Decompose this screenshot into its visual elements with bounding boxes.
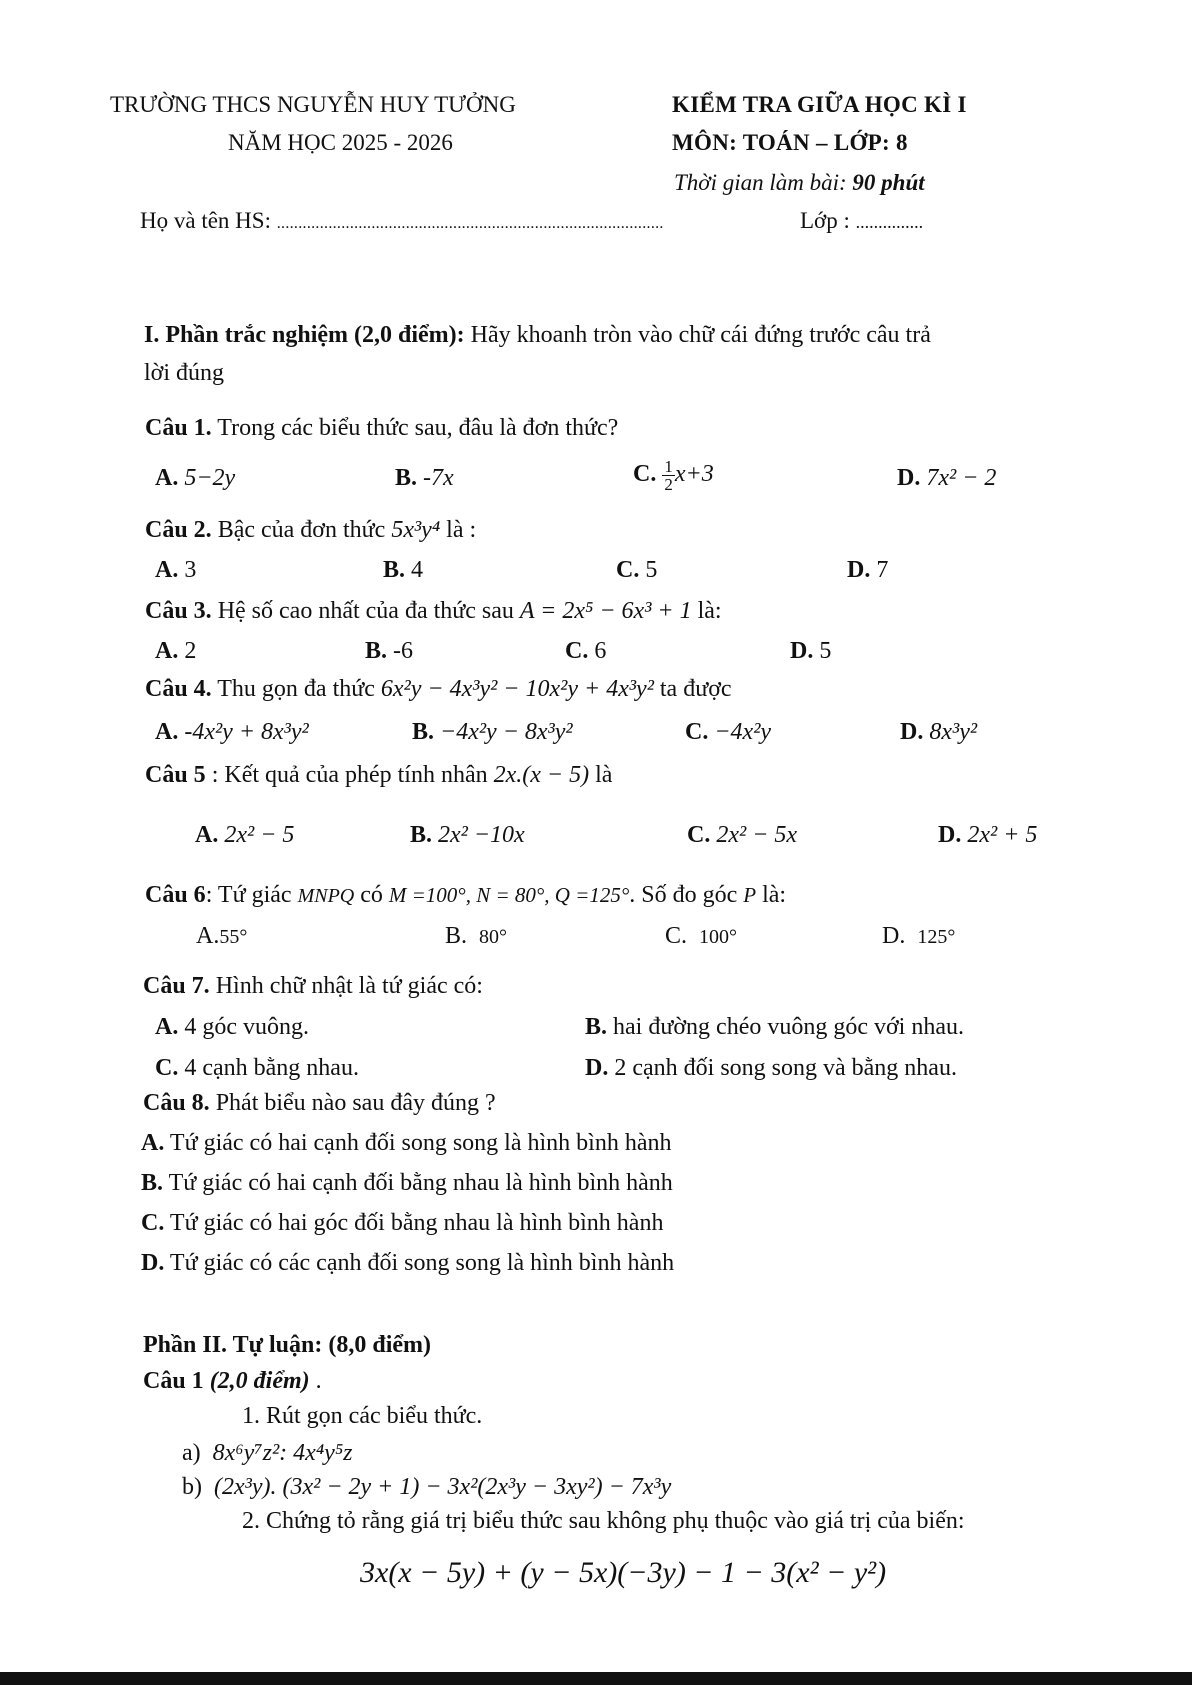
part2-item-a — [182, 1440, 353, 1467]
part1-heading — [144, 322, 931, 349]
part2-title: Phần II. Tự luận: (8,0 điểm) — [143, 1332, 432, 1358]
q2-option-a[interactable] — [155, 557, 196, 584]
option-text: 2 cạnh đối song song và bằng nhau. — [608, 1055, 957, 1081]
option-text: 2x² − 5x — [716, 822, 798, 848]
q8-option-b[interactable] — [141, 1170, 673, 1197]
letter: D. — [585, 1055, 609, 1081]
q4-option-a[interactable] — [155, 719, 309, 746]
q1-option-b[interactable] — [395, 465, 454, 492]
time-line — [674, 170, 925, 196]
q7-label: Câu 7. — [143, 973, 210, 999]
q4-expr: 6x²y − 4x³y² − 10x²y + 4x³y² — [380, 676, 654, 702]
question-7 — [143, 973, 483, 1000]
q5-option-c[interactable] — [687, 822, 797, 849]
class-line — [800, 208, 923, 234]
q8-option-d[interactable] — [141, 1250, 674, 1277]
q5-label: Câu 5 — [145, 762, 206, 788]
letter: B. — [141, 1170, 164, 1196]
c1-dot: . — [309, 1368, 322, 1394]
part2-item-2: 2. Chứng tỏ rằng giá trị biểu thức sau không phụ thuộc vào giá trị của biến: — [242, 1508, 965, 1534]
q2-expr: 5x³y⁴ — [391, 517, 441, 543]
q7-option-b[interactable] — [585, 1014, 964, 1041]
q8-text: Phát biểu nào sau đây đúng ? — [209, 1090, 496, 1116]
class-label: Lớp : — [800, 208, 856, 233]
q6-angle-p: P — [743, 883, 757, 907]
letter: D. — [141, 1250, 165, 1276]
letter: C. — [665, 923, 688, 949]
q6-shape: MNPQ — [297, 885, 355, 907]
option-text: 4 — [411, 557, 424, 583]
q7-option-d[interactable] — [585, 1055, 957, 1082]
option-text: 3 — [184, 557, 197, 583]
item-a-label: a) — [182, 1440, 201, 1466]
item-b-label: b) — [182, 1474, 202, 1500]
part1-instruction-cont: lời đúng — [144, 360, 225, 386]
name-dots: .......................................................................................... — [276, 215, 664, 232]
q5-text-end: là — [589, 762, 613, 788]
q3-expr: A = 2x⁵ − 6x³ + 1 — [519, 598, 692, 624]
letter: C. — [141, 1210, 165, 1236]
name-label: Họ và tên HS: — [140, 208, 277, 233]
fraction — [662, 458, 675, 493]
q8-option-a[interactable] — [141, 1130, 671, 1157]
option-text: 6 — [594, 638, 607, 664]
letter: A. — [141, 1130, 165, 1156]
option-text: 125° — [917, 926, 956, 948]
time-label: Thời gian làm bài: — [674, 170, 853, 195]
q3-option-d[interactable] — [790, 638, 831, 665]
option-text: 5 — [819, 638, 832, 664]
q2-option-c[interactable] — [616, 557, 657, 584]
question-5 — [145, 762, 612, 789]
question-1 — [145, 415, 618, 442]
letter: A. — [155, 557, 179, 583]
option-text: 55° — [219, 926, 248, 948]
q6-option-d[interactable] — [882, 923, 955, 950]
q4-text: Thu gọn đa thức — [211, 676, 381, 702]
option-text: Tứ giác có các cạnh đối song song là hình bình hành — [164, 1250, 675, 1276]
letter: B. — [410, 822, 433, 848]
option-text: x+3 — [674, 461, 714, 488]
option-text: −4x²y − 8x³y² — [440, 719, 573, 745]
final-expr-text: 3x(x − 5y) + (y − 5x)(−3y) − 1 − 3(x² − y²) — [360, 1556, 887, 1589]
letter: B. — [412, 719, 435, 745]
q5-text: : Kết quả của phép tính nhân — [205, 762, 494, 788]
letter: A. — [155, 1014, 179, 1040]
option-text: 2x² −10x — [438, 822, 525, 848]
q2-option-b[interactable] — [383, 557, 423, 584]
letter: D. — [790, 638, 814, 664]
q4-option-d[interactable] — [900, 719, 977, 746]
option-text: 80° — [479, 926, 508, 948]
numerator: 1 — [664, 457, 673, 476]
denominator: 2 — [664, 475, 673, 494]
q4-text-end: ta được — [653, 676, 732, 702]
letter: C. — [687, 822, 711, 848]
letter: C. — [685, 719, 709, 745]
option-text: hai đường chéo vuông góc với nhau. — [607, 1014, 965, 1040]
q6-text-mid: có — [354, 882, 389, 908]
q6-option-b[interactable] — [445, 923, 507, 950]
school-year: NĂM HỌC 2025 - 2026 — [228, 130, 453, 155]
letter: D. — [847, 557, 871, 583]
q6-label: Câu 6 — [145, 882, 206, 908]
q3-text: Hệ số cao nhất của đa thức sau — [211, 598, 520, 624]
part1-title: I. Phần trắc nghiệm (2,0 điểm): — [144, 322, 465, 348]
c1-label: Câu 1 — [143, 1368, 204, 1394]
q2-option-d[interactable] — [847, 557, 888, 584]
option-text: 2x² + 5 — [967, 822, 1038, 848]
scan-edge-bar — [0, 1672, 1192, 1685]
q5-option-b[interactable] — [410, 822, 525, 849]
q1-option-c[interactable] — [633, 458, 714, 493]
letter: B. — [365, 638, 388, 664]
q3-option-a[interactable] — [155, 638, 196, 665]
q4-option-b[interactable] — [412, 719, 573, 746]
q6-text: : Tứ giác — [205, 882, 298, 908]
part2-item-1: 1. Rút gọn các biểu thức. — [242, 1403, 483, 1429]
option-text: 4 góc vuông. — [178, 1014, 309, 1040]
letter: A. — [155, 638, 179, 664]
option-text: −4x²y — [714, 719, 772, 745]
letter: C. — [616, 557, 640, 583]
question-6 — [145, 882, 786, 909]
subject-line: MÔN: TOÁN – LỚP: 8 — [672, 130, 908, 155]
letter: A. — [195, 822, 219, 848]
time-value: 90 phút — [852, 170, 925, 195]
q8-option-c[interactable] — [141, 1210, 663, 1237]
class-dots: ............... — [855, 212, 924, 232]
q4-label: Câu 4. — [145, 676, 212, 702]
exam-title: KIỂM TRA GIỮA HỌC KÌ I — [672, 92, 967, 117]
q3-option-c[interactable] — [565, 638, 606, 665]
letter: D. — [897, 465, 921, 491]
q5-option-a[interactable] — [195, 822, 294, 849]
q3-option-b[interactable] — [365, 638, 413, 665]
letter: A. — [155, 719, 179, 745]
option-text: 7 — [876, 557, 889, 583]
option-text: 5 — [645, 557, 658, 583]
q1-text: Trong các biểu thức sau, đâu là đơn thức? — [211, 415, 619, 441]
q7-text: Hình chữ nhật là tứ giác có: — [209, 973, 483, 999]
option-text: Tứ giác có hai cạnh đối song song là hình bình hành — [164, 1130, 672, 1156]
q3-text-end: là: — [691, 598, 722, 624]
q5-expr: 2x.(x − 5) — [493, 762, 590, 788]
question-8 — [143, 1090, 496, 1117]
q4-option-c[interactable] — [685, 719, 771, 746]
option-text: 7x² − 2 — [926, 465, 997, 491]
question-2 — [145, 517, 476, 544]
part2-question-1 — [143, 1368, 322, 1395]
school-name: TRƯỜNG THCS NGUYỄN HUY TƯỞNG — [110, 92, 516, 117]
q1-option-d[interactable] — [897, 465, 996, 492]
letter: D. — [900, 719, 924, 745]
item-a-expr: 8x⁶y⁷z²: 4x⁴y⁵z — [212, 1440, 353, 1466]
q1-label: Câu 1. — [145, 415, 212, 441]
option-text: 5−2y — [184, 465, 236, 491]
option-text: -4x²y + 8x³y² — [184, 719, 309, 745]
q2-text: Bậc của đơn thức — [211, 517, 392, 543]
letter: C. — [633, 461, 657, 488]
q3-label: Câu 3. — [145, 598, 212, 624]
q6-text-post: . Số đo góc — [629, 882, 744, 908]
q6-text-end: là: — [756, 882, 787, 908]
option-text: 2x² − 5 — [224, 822, 295, 848]
option-text: 100° — [699, 926, 738, 948]
option-text: -6 — [393, 638, 414, 664]
letter: D. — [938, 822, 962, 848]
letter: B. — [585, 1014, 608, 1040]
q7-option-c[interactable] — [155, 1055, 359, 1082]
letter: C. — [565, 638, 589, 664]
option-text: -7x — [423, 465, 454, 491]
q6-option-a[interactable] — [196, 923, 247, 950]
option-text: Tứ giác có hai cạnh đối bằng nhau là hình bình hành — [163, 1170, 673, 1196]
option-text: 8x³y² — [929, 719, 978, 745]
q2-text-end: là : — [440, 517, 477, 543]
question-3 — [145, 598, 722, 625]
part1-instruction: Hãy khoanh tròn vào chữ cái đứng trước câu trả — [464, 322, 931, 348]
letter: B. — [445, 923, 468, 949]
letter: D. — [882, 923, 906, 949]
part2-item-b — [182, 1474, 671, 1501]
c1-points: (2,0 điểm) — [203, 1368, 310, 1394]
student-name-line — [140, 208, 664, 234]
option-text: 4 cạnh bằng nhau. — [178, 1055, 359, 1081]
question-4 — [145, 676, 732, 703]
q5-option-d[interactable] — [938, 822, 1037, 849]
q7-option-a[interactable] — [155, 1014, 309, 1041]
final-expression — [360, 1556, 886, 1590]
option-text: Tứ giác có hai góc đối bằng nhau là hình bình hành — [164, 1210, 664, 1236]
letter: A. — [155, 465, 179, 491]
letter: B. — [395, 465, 418, 491]
q8-label: Câu 8. — [143, 1090, 210, 1116]
q6-option-c[interactable] — [665, 923, 737, 950]
q2-label: Câu 2. — [145, 517, 212, 543]
option-text: 2 — [184, 638, 197, 664]
letter: B. — [383, 557, 406, 583]
item-b-expr: (2x³y). (3x² − 2y + 1) − 3x²(2x³y − 3xy²) − 7x³y — [214, 1474, 672, 1500]
q1-option-a[interactable] — [155, 465, 235, 492]
letter: C. — [155, 1055, 179, 1081]
q6-angles: M =100°, N = 80°, Q =125° — [388, 883, 630, 907]
letter: A. — [196, 923, 220, 949]
